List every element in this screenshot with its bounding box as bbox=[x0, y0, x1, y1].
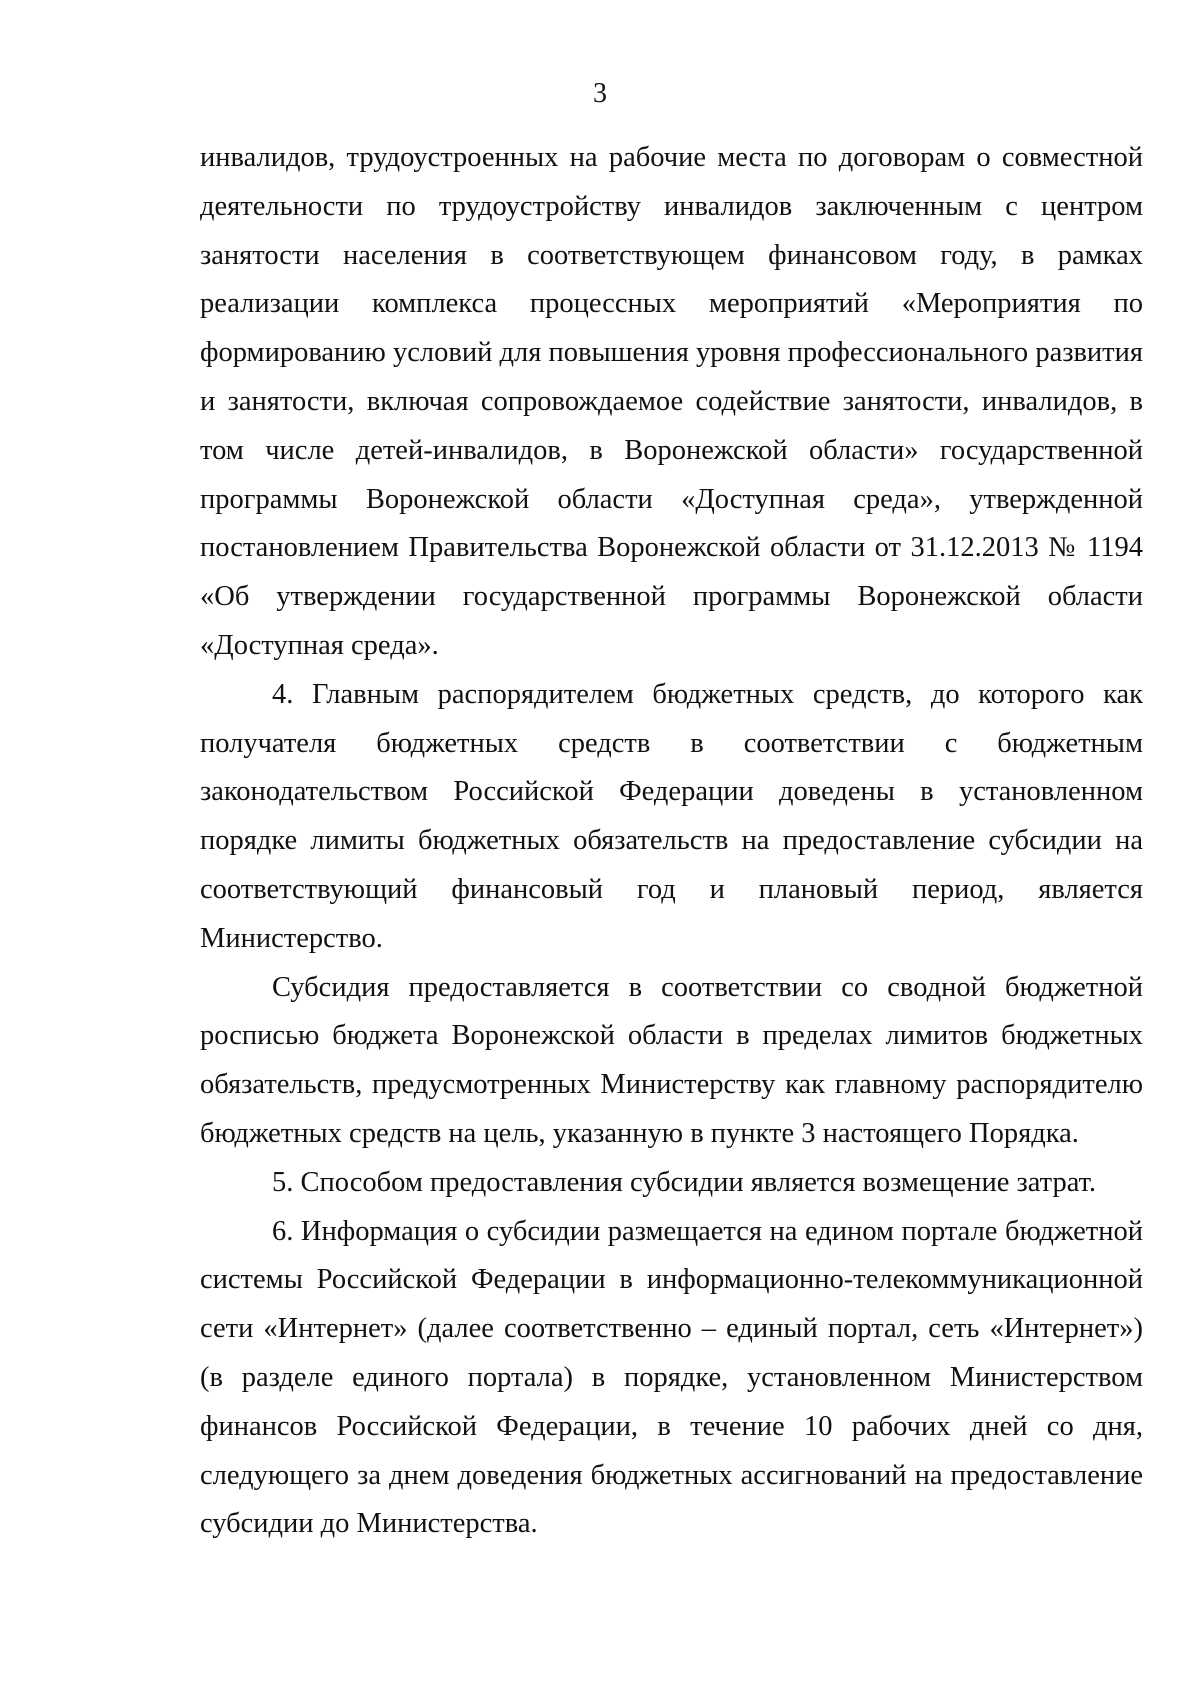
document-body bbox=[200, 134, 1143, 1549]
paragraph-continuation: инвалидов, трудоустроенных на рабочие места по договорам о совместной деятельности по трудоустройству инвалидов заключенным с центром занятости населения в соответствующем финансовом году, в рамках реализации комплекса процессных мероприятий «Мероприятия по формированию условий для повышения уровня профессионального развития и занятости, включая сопровождаемое содействие занятости, инвалидов, в том числе детей-инвалидов, в Воронежской области» государственной программы Воронежской области «Доступная среда», утвержденной постановлением Правительства Воронежской области от 31.12.2013 № 1194 «Об утверждении государственной программы Воронежской области «Доступная среда». bbox=[200, 142, 1143, 661]
page-number: 3 bbox=[593, 78, 607, 109]
paragraph-subsidy-budget: Субсидия предоставляется в соответствии со сводной бюджетной росписью бюджета Воронежской области в пределах лимитов бюджетных обязательств, предусмотренных Министерству как главному распорядителю бюджетных средств на цель, указанную в пункте 3 настоящего Порядка. bbox=[200, 971, 1143, 1149]
paragraph-item-6: 6. Информация о субсидии размещается на едином портале бюджетной системы Российской Федерации в информационно-телекоммуникационной сети «Интернет» (далее соответственно – единый портал, сеть «Интернет») (в разделе единого портала) в порядке, установленном Министерством финансов Российской Федерации, в течение 10 рабочих дней со дня, следующего за днем доведения бюджетных ассигнований на предоставление субсидии до Министерства. bbox=[200, 1215, 1143, 1540]
paragraph-item-4: 4. Главным распорядителем бюджетных средств, до которого как получателя бюджетных средств в соответствии с бюджетным законодательством Российской Федерации доведены в установленном порядке лимиты бюджетных обязательств на предоставление субсидии на соответствующий финансовый год и плановый период, является Министерство. bbox=[200, 678, 1143, 954]
paragraph-item-5: 5. Способом предоставления субсидии является возмещение затрат. bbox=[272, 1166, 1097, 1198]
